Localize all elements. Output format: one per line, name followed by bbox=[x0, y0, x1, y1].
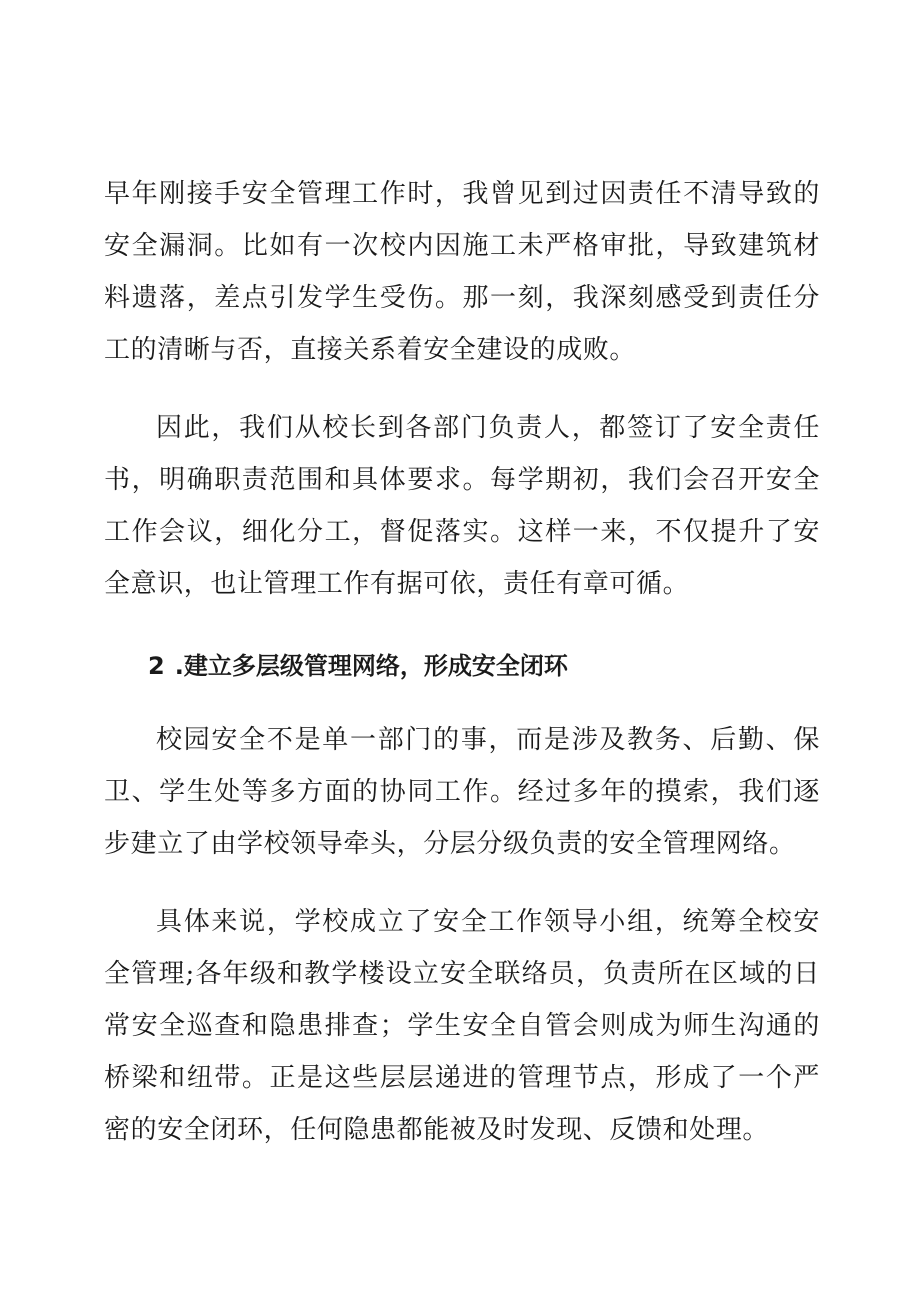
paragraph-1: 早年刚接手安全管理工作时，我曾见到过因责任不清导致的安全漏洞。比如有一次校内因施工未严格审批，导致建筑材料遗落，差点引发学生受伤。那一刻，我深刻感受到责任分工的清晰与否，直接关系着安全建设的成败。 bbox=[104, 179, 820, 365]
paragraph-3: 校园安全不是单一部门的事，而是涉及教务、后勤、保卫、学生处等多方面的协同工作。经过多年的摸索，我们逐步建立了由学校领导牵头，分层分级负责的安全管理网络。 bbox=[104, 725, 820, 859]
section-heading bbox=[104, 646, 820, 686]
document-body bbox=[104, 168, 820, 1156]
section-number: 2 bbox=[148, 652, 165, 680]
paragraph-4: 具体来说，学校成立了安全工作领导小组，统筹全校安全管理;各年级和教学楼设立安全联络员，负责所在区域的日常安全巡查和隐患排查；学生安全自管会则成为师生沟通的桥梁和纽带。正是这些层层递进的管理节点，形成了一个严密的安全闭环，任何隐患都能被及时发现、反馈和处理。 bbox=[104, 907, 820, 1145]
section-title: .建立多层级管理网络，形成安全闭环 bbox=[174, 652, 568, 680]
paragraph-2: 因此，我们从校长到各部门负责人，都签订了安全责任书，明确职责范围和具体要求。每学期初，我们会召开安全工作会议，细化分工，督促落实。这样一来，不仅提升了安全意识，也让管理工作有据可依，责任有章可循。 bbox=[104, 413, 820, 599]
